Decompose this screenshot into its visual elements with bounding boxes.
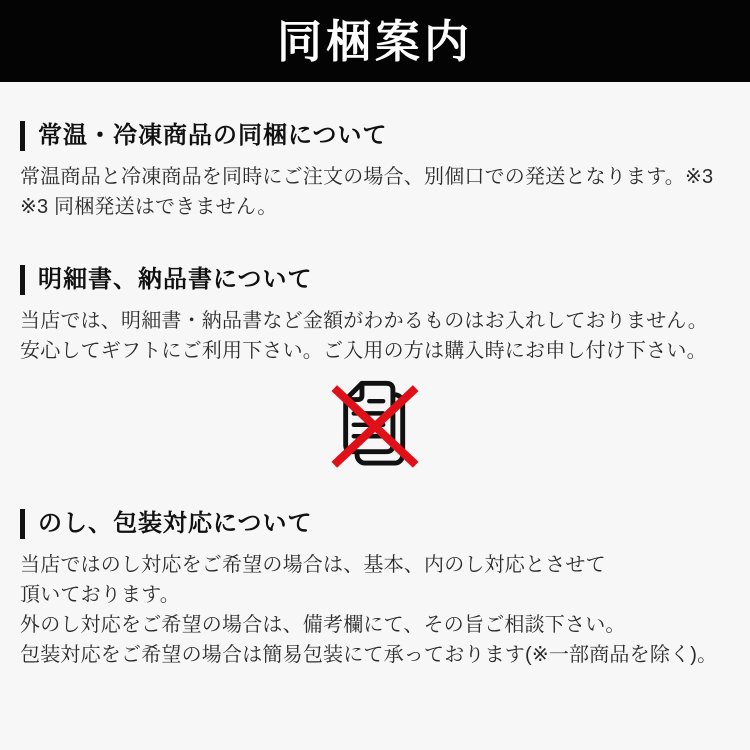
body-line: 当店ではのし対応をご希望の場合は、基本、内のし対応とさせて <box>20 554 606 576</box>
section-heading-text: 常温・冷凍商品の同梱について <box>38 122 388 149</box>
section-heading-bundle <box>20 120 730 152</box>
section-heading-invoice <box>20 264 730 296</box>
heading-accent-bar <box>20 265 25 295</box>
crossed-document-graphic <box>331 378 419 470</box>
page-header <box>0 0 750 82</box>
section-body-bundle <box>20 162 730 222</box>
section-body-wrapping <box>20 550 730 670</box>
section-body-invoice <box>20 306 730 366</box>
body-line: 頂いております。 <box>20 584 180 606</box>
section-bundle-policy <box>20 120 730 222</box>
section-invoice-policy <box>20 264 730 366</box>
no-invoice-document-icon <box>20 378 730 470</box>
body-line: 当店では、明細書・納品書など金額がわかるものはお入れしておりません。 <box>20 310 708 332</box>
body-line: 常温商品と冷凍商品を同時にご注文の場合、別個口での発送となります。※3 <box>20 166 714 188</box>
heading-accent-bar <box>20 509 25 539</box>
section-heading-text: のし、包装対応について <box>38 510 313 537</box>
body-line: 外のし対応をご希望の場合は、備考欄にて、その旨ご相談下さい。 <box>20 614 626 636</box>
body-line: 包装対応をご希望の場合は簡易包装にて承っております(※一部商品を除く)。 <box>20 644 718 666</box>
section-wrapping-policy <box>20 508 730 670</box>
body-line: 安心してギフトにご利用下さい。ご入用の方は購入時にお申し付け下さい。 <box>20 340 707 362</box>
section-heading-text: 明細書、納品書について <box>38 266 313 293</box>
body-line: ※3 同梱発送はできません。 <box>20 196 278 218</box>
page-title: 同梱案内 <box>276 15 473 67</box>
content-area <box>0 120 750 670</box>
section-heading-wrapping <box>20 508 730 540</box>
heading-accent-bar <box>20 121 25 151</box>
